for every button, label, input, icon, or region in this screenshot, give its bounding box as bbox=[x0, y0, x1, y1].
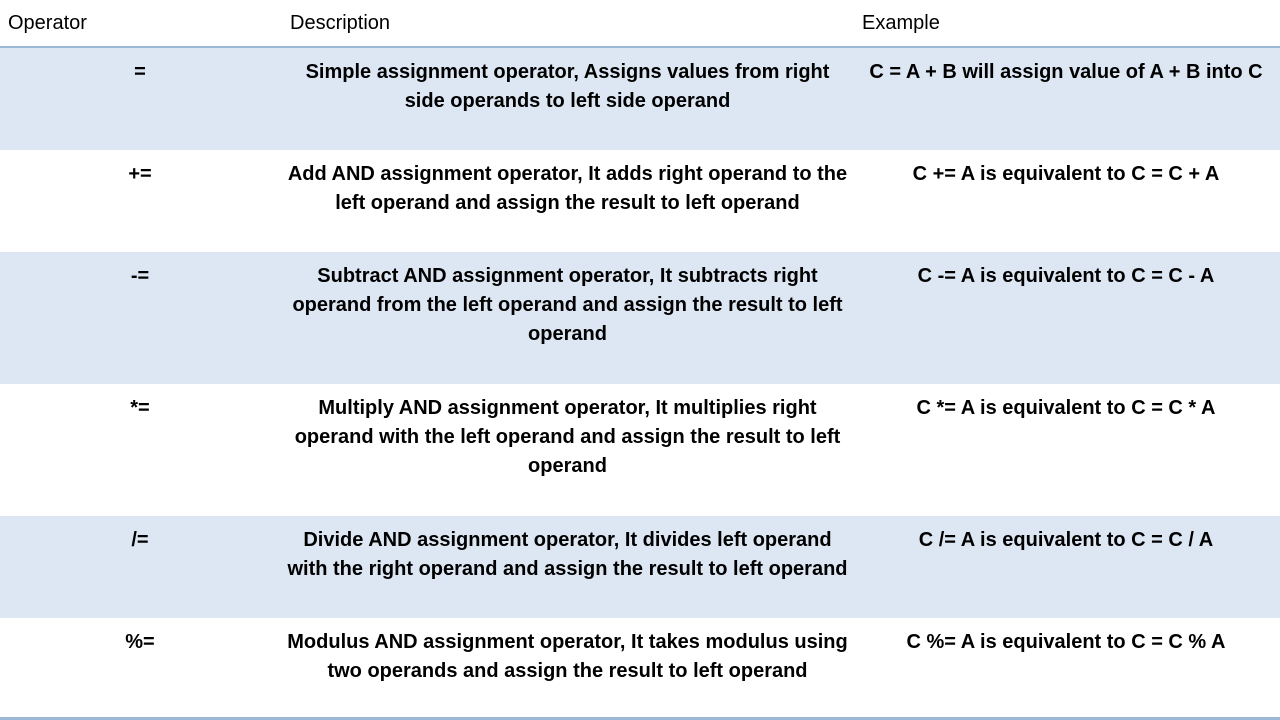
operator-cell: /= bbox=[131, 529, 149, 551]
description-cell: Modulus AND assignment operator, It takes modulus using two operands and assign the result to left operand bbox=[287, 631, 848, 682]
description-cell: Multiply AND assignment operator, It multiplies right operand with the left operand and assign the result to left operand bbox=[294, 397, 841, 477]
table-row bbox=[0, 384, 1280, 516]
example-cell: C = A + B will assign value of A + B into C bbox=[869, 61, 1263, 83]
operator-cell: *= bbox=[130, 397, 150, 419]
table-row bbox=[0, 618, 1280, 717]
operator-cell: -= bbox=[130, 265, 150, 287]
operator-cell: += bbox=[128, 163, 152, 185]
table-row bbox=[0, 48, 1280, 150]
operator-cell: %= bbox=[125, 631, 155, 653]
description-cell: Simple assignment operator, Assigns values from right side operands to left side operand bbox=[305, 61, 830, 112]
description-cell: Subtract AND assignment operator, It subtracts right operand from the left operand and assign the result to left operand bbox=[292, 265, 843, 345]
table-header bbox=[0, 0, 1280, 48]
table-row bbox=[0, 150, 1280, 252]
description-cell: Divide AND assignment operator, It divides left operand with the right operand and assign the result to left operand bbox=[287, 529, 848, 580]
example-cell: C *= A is equivalent to C = C * A bbox=[916, 397, 1216, 419]
example-cell: C /= A is equivalent to C = C / A bbox=[918, 529, 1214, 551]
header-operator: Operator bbox=[8, 12, 87, 34]
table-row bbox=[0, 252, 1280, 384]
header-description: Description bbox=[290, 12, 391, 34]
operator-cell: = bbox=[134, 61, 146, 83]
description-cell: Add AND assignment operator, It adds right operand to the left operand and assign the result to left operand bbox=[287, 163, 848, 214]
example-cell: C += A is equivalent to C = C + A bbox=[912, 163, 1220, 185]
example-cell: C %= A is equivalent to C = C % A bbox=[906, 631, 1226, 653]
example-cell: C -= A is equivalent to C = C - A bbox=[917, 265, 1215, 287]
table-row bbox=[0, 516, 1280, 618]
header-example: Example bbox=[862, 12, 940, 34]
